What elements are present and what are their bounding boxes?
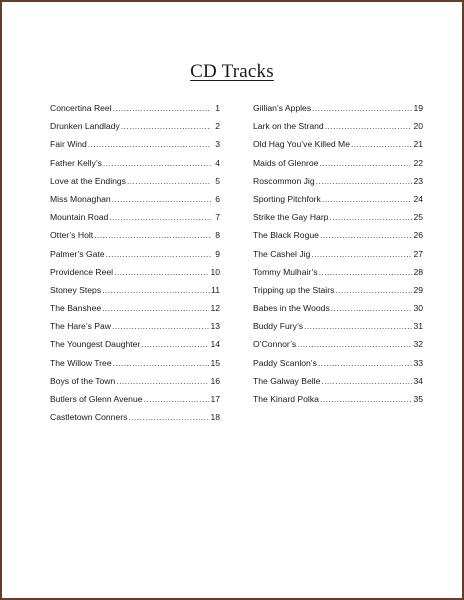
track-name: The Willow Tree <box>50 357 112 368</box>
dot-leader <box>94 230 211 240</box>
track-name: The Cashel Jig <box>253 248 311 259</box>
track-name: The Black Rogue <box>253 230 319 241</box>
track-number: 7 <box>215 212 220 223</box>
dot-leader <box>128 412 209 422</box>
track-name: Love at the Endings <box>50 175 126 186</box>
track-row <box>50 212 220 230</box>
track-row <box>253 139 423 157</box>
dot-leader <box>304 321 412 331</box>
track-number: 25 <box>413 212 423 223</box>
track-number: 32 <box>413 339 423 350</box>
dot-leader <box>351 139 412 149</box>
track-row <box>253 249 423 267</box>
track-name: The Hare’s Paw <box>50 321 111 332</box>
track-number: 5 <box>215 175 220 186</box>
track-name: Fair Wind <box>50 139 87 150</box>
track-row <box>50 121 220 139</box>
track-row <box>253 285 423 303</box>
track-row <box>50 376 220 394</box>
track-name: Miss Monaghan <box>50 193 111 204</box>
dot-leader <box>322 194 413 204</box>
track-number: 1 <box>215 103 220 113</box>
track-name: The Kinard Polka <box>253 394 319 404</box>
track-number: 21 <box>413 139 423 150</box>
track-number: 10 <box>210 266 220 277</box>
track-number: 23 <box>413 175 423 186</box>
dot-leader <box>121 121 211 131</box>
track-name: Maids of Glenroe <box>253 157 319 168</box>
track-row <box>253 212 423 230</box>
track-name: Providence Reel <box>50 266 114 277</box>
track-row <box>253 158 423 176</box>
dot-leader <box>331 303 413 313</box>
dot-leader <box>311 249 412 259</box>
track-row <box>50 321 220 339</box>
dot-leader <box>127 176 211 186</box>
track-number: 26 <box>413 230 423 241</box>
track-row <box>50 230 220 248</box>
track-row <box>50 412 220 430</box>
track-number: 33 <box>413 357 423 368</box>
dot-leader <box>319 267 413 277</box>
dot-leader <box>88 139 211 149</box>
track-number: 19 <box>413 103 423 113</box>
track-name: Father Kelly’s <box>50 157 102 168</box>
track-name: Stoney Steps <box>50 284 102 295</box>
track-row <box>253 376 423 394</box>
track-row <box>253 267 423 285</box>
dot-leader <box>325 121 413 131</box>
dot-leader <box>320 230 413 240</box>
track-number: 31 <box>413 321 423 332</box>
dot-leader <box>316 176 413 186</box>
track-number: 20 <box>413 121 423 132</box>
track-number: 34 <box>413 375 423 386</box>
track-name: The Galway Belle <box>253 375 321 386</box>
dot-leader <box>112 321 209 331</box>
track-row <box>50 303 220 321</box>
dot-leader <box>112 194 211 204</box>
track-number: 15 <box>210 357 220 368</box>
track-name: Tommy Mulhair’s <box>253 266 318 277</box>
track-row <box>50 158 220 176</box>
dot-leader <box>113 358 210 368</box>
page-title: CD Tracks <box>190 61 274 82</box>
track-name: Lark on the Strand <box>253 121 324 132</box>
track-number: 11 <box>211 284 220 295</box>
dot-leader <box>114 267 209 277</box>
track-number: 16 <box>210 375 220 386</box>
track-row <box>50 103 220 121</box>
track-name: Buddy Fury’s <box>253 321 303 332</box>
track-row <box>50 249 220 267</box>
track-number: 13 <box>210 321 220 332</box>
track-number: 29 <box>413 284 423 295</box>
track-row <box>50 267 220 285</box>
dot-leader <box>297 339 412 349</box>
track-number: 17 <box>210 394 220 404</box>
track-row <box>50 358 220 376</box>
track-name: Roscommon Jig <box>253 175 315 186</box>
track-name: The Youngest Daughter <box>50 339 141 350</box>
dot-leader <box>329 212 412 222</box>
track-row <box>50 194 220 212</box>
track-list-left <box>50 103 220 430</box>
track-number: 12 <box>210 303 220 314</box>
track-row <box>253 358 423 376</box>
track-number: 22 <box>413 157 423 168</box>
track-name: Tripping up the Stairs <box>253 284 335 295</box>
dot-leader <box>320 394 413 404</box>
track-number: 24 <box>413 193 423 204</box>
track-row <box>253 303 423 321</box>
track-list-right <box>253 103 423 412</box>
track-name: Strike the Gay Harp <box>253 212 329 223</box>
track-row <box>253 394 423 412</box>
track-name: Old Hag You’ve Killed Me <box>253 139 350 150</box>
track-row <box>50 394 220 412</box>
dot-leader <box>113 103 211 113</box>
track-number: 6 <box>215 193 220 204</box>
track-name: Otter’s Holt <box>50 230 94 241</box>
track-number: 3 <box>215 139 220 150</box>
track-row <box>50 176 220 194</box>
track-number: 30 <box>413 303 423 314</box>
track-name: Castletown Conners <box>50 412 128 423</box>
track-row <box>253 230 423 248</box>
dot-leader <box>141 339 209 349</box>
dot-leader <box>321 376 412 386</box>
track-number: 9 <box>215 248 220 259</box>
track-name: Palmer’s Gate <box>50 248 105 259</box>
track-row <box>50 339 220 357</box>
track-number: 2 <box>215 121 220 132</box>
track-name: Boys of the Town <box>50 375 116 386</box>
track-name: Drunken Landlady <box>50 121 120 132</box>
track-name: Gillian’s Apples <box>253 103 312 113</box>
dot-leader <box>144 394 210 404</box>
track-number: 8 <box>215 230 220 241</box>
track-row <box>253 121 423 139</box>
track-name: Mountain Road <box>50 212 109 223</box>
track-row <box>253 176 423 194</box>
track-name: Concertina Reel <box>50 103 112 113</box>
dot-leader <box>102 285 210 295</box>
track-name: The Banshee <box>50 303 102 314</box>
dot-leader <box>102 303 209 313</box>
dot-leader <box>319 158 412 168</box>
dot-leader <box>116 376 209 386</box>
track-row <box>253 321 423 339</box>
track-number: 27 <box>413 248 423 259</box>
track-row <box>253 194 423 212</box>
track-name: Sporting Pitchfork <box>253 193 321 204</box>
track-number: 18 <box>210 412 220 423</box>
dot-leader <box>318 358 413 368</box>
track-number: 28 <box>413 266 423 277</box>
track-row <box>253 339 423 357</box>
dot-leader <box>335 285 412 295</box>
track-row <box>50 139 220 157</box>
track-number: 14 <box>210 339 220 350</box>
track-row <box>253 103 423 121</box>
track-row <box>50 285 220 303</box>
dot-leader <box>103 158 211 168</box>
track-name: O’Connor’s <box>253 339 297 350</box>
track-number: 35 <box>413 394 423 404</box>
track-name: Babes in the Woods <box>253 303 330 314</box>
track-name: Paddy Scanlon’s <box>253 357 317 368</box>
track-number: 4 <box>215 157 220 168</box>
dot-leader <box>106 249 211 259</box>
dot-leader <box>109 212 211 222</box>
track-name: Butlers of Glenn Avenue <box>50 394 143 404</box>
dot-leader <box>312 103 412 113</box>
